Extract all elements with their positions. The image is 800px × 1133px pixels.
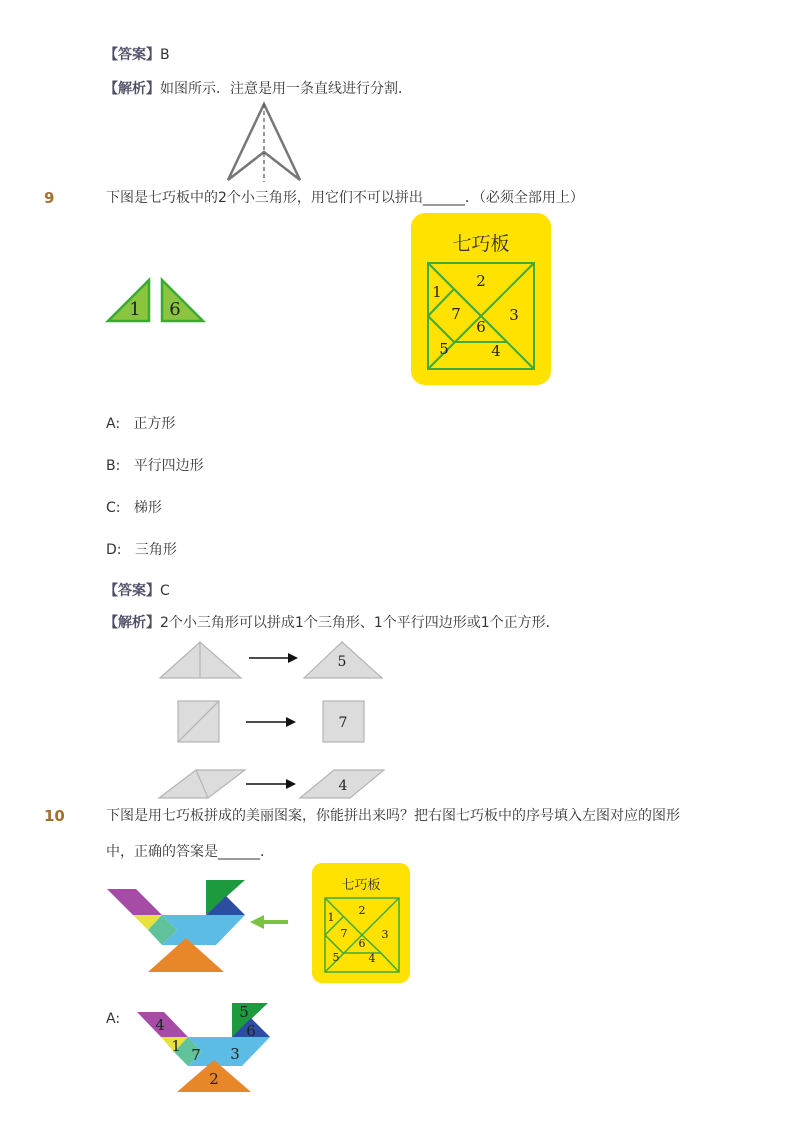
answer-tag: 【答案】 — [104, 583, 160, 599]
option-text: 梯形 — [133, 500, 162, 516]
board-label-1: 1 — [327, 911, 335, 924]
board-label-6: 6 — [358, 937, 366, 950]
board-label-5: 5 — [439, 340, 449, 358]
figure-label: 2 — [209, 1070, 219, 1088]
option-a-figure[interactable] — [134, 1000, 274, 1096]
question-text-line1: 下图是用七巧板拼成的美丽图案，你能拼出来吗？把右图七巧板中的序号填入左图对应的图形 — [106, 808, 680, 824]
board-label-4: 4 — [491, 342, 501, 360]
option-text: 三角形 — [134, 542, 177, 558]
tangram-board-small — [311, 862, 411, 984]
question-text-line2: 中，正确的答案是______． — [106, 844, 274, 860]
figure-label: 1 — [171, 1037, 181, 1055]
piece-label-1: 1 — [129, 299, 141, 320]
question-number: 9 — [44, 189, 55, 207]
board-title: 七巧板 — [341, 878, 381, 893]
answer-value: B — [160, 47, 170, 63]
arrow-cut-figure — [222, 100, 306, 184]
analysis-row — [104, 80, 412, 98]
answer-row — [104, 582, 170, 600]
option-b[interactable] — [106, 455, 204, 475]
combination-figure — [150, 636, 395, 804]
board-label-4: 4 — [368, 952, 376, 965]
board-label-2: 2 — [476, 272, 486, 290]
pointer-arrow-icon — [248, 911, 290, 933]
option-a[interactable] — [106, 413, 175, 433]
board-label-2: 2 — [358, 904, 366, 917]
question-number: 10 — [44, 807, 65, 825]
analysis-text: 2个小三角形可以拼成1个三角形、1个平行四边形或1个正方形． — [160, 615, 560, 631]
tangram-board — [410, 212, 552, 386]
result-label-4: 4 — [338, 778, 348, 794]
figure-label: 6 — [246, 1022, 256, 1040]
board-label-3: 3 — [509, 306, 519, 324]
small-triangles-figure — [104, 274, 210, 326]
option-key: B: — [106, 458, 121, 474]
option-text: 正方形 — [133, 416, 176, 432]
board-label-5: 5 — [332, 951, 340, 964]
triangle-piece-6 — [162, 280, 203, 321]
option-d[interactable] — [106, 539, 177, 559]
analysis-text: 如图所示．注意是用一条直线进行分割． — [160, 81, 412, 97]
option-key: A: — [106, 416, 121, 432]
board-label-3: 3 — [381, 928, 389, 941]
piece-label-6: 6 — [169, 299, 181, 320]
figure-label: 5 — [239, 1003, 249, 1021]
result-label-5: 5 — [337, 654, 347, 670]
option-text: 平行四边形 — [133, 458, 204, 474]
figure-label: 3 — [230, 1045, 240, 1063]
board-title: 七巧板 — [452, 233, 510, 255]
figure-label: 4 — [155, 1016, 165, 1034]
option-a-key[interactable]: A: — [106, 1011, 121, 1027]
analysis-row — [104, 614, 560, 632]
result-label-7: 7 — [338, 715, 348, 731]
board-label-7: 7 — [451, 305, 461, 323]
board-label-1: 1 — [432, 283, 442, 301]
answer-value: C — [160, 583, 170, 599]
bird-pattern — [104, 876, 249, 976]
question-text: 下图是七巧板中的2个小三角形，用它们不可以拼出______．（必须全部用上） — [106, 190, 584, 206]
answer-row — [104, 46, 170, 64]
option-key: C: — [106, 500, 121, 516]
analysis-tag: 【解析】 — [104, 81, 160, 97]
board-label-6: 6 — [476, 318, 486, 336]
answer-tag: 【答案】 — [104, 47, 160, 63]
analysis-tag: 【解析】 — [104, 615, 160, 631]
figure-label: 7 — [191, 1046, 201, 1064]
option-key: D: — [106, 542, 122, 558]
board-label-7: 7 — [340, 927, 348, 940]
option-c[interactable] — [106, 497, 162, 517]
